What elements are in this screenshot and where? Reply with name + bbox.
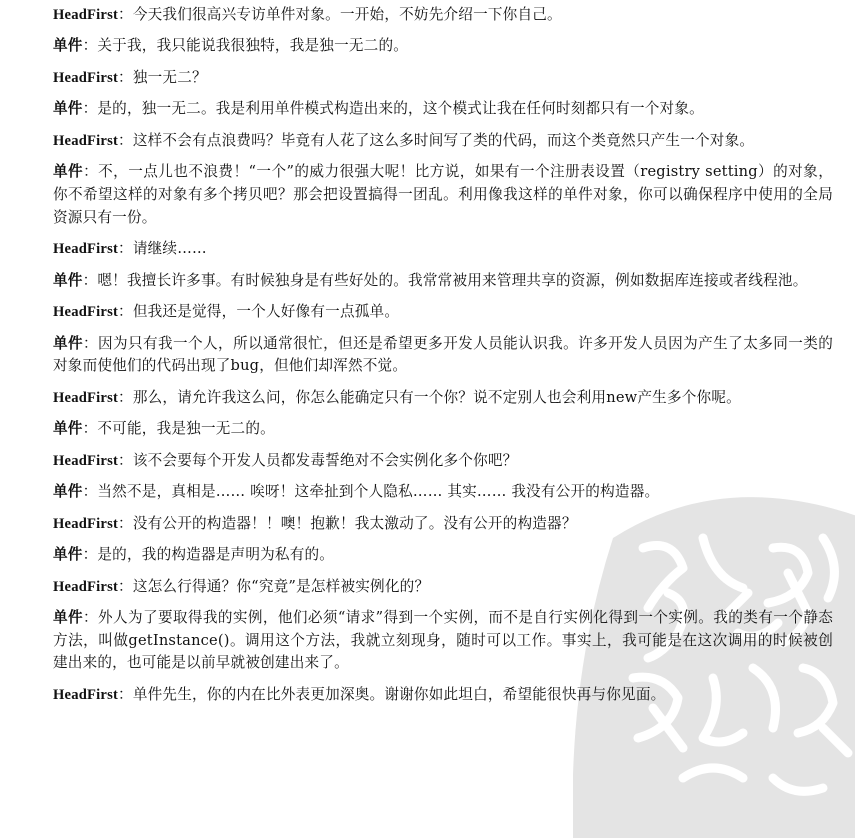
speaker-name: HeadFirst <box>53 132 119 149</box>
line-text: 当然不是，真相是…… 唉呀！这牵扯到个人隐私…… 其实…… 我没有公开的构造器。 <box>97 483 660 501</box>
line-text: 这样不会有点浪费吗？毕竟有人花了这么多时间写了类的代码，而这个类竟然只产生一个对象。 <box>132 131 755 149</box>
dialogue-line <box>53 544 833 567</box>
separator: ： <box>118 388 133 406</box>
separator: ： <box>82 483 98 501</box>
line-text: 是的，我的构造器是声明为私有的。 <box>97 546 335 564</box>
dialogue-line <box>53 513 833 536</box>
line-text: 关于我，我只能说我很独特，我是独一无二的。 <box>97 37 409 55</box>
line-text: 单件先生，你的内在比外表更加深奥。谢谢你如此坦白，希望能很快再与你见面。 <box>132 685 666 703</box>
speaker-name: HeadFirst <box>53 578 119 595</box>
line-text: 今天我们很高兴专访单件对象。一开始，不妨先介绍一下你自己。 <box>132 6 562 23</box>
dialogue-line <box>53 481 833 504</box>
speaker-name: HeadFirst <box>53 686 119 703</box>
speaker-name: 单件 <box>53 38 83 55</box>
speaker-name: HeadFirst <box>53 69 119 86</box>
dialogue-line <box>53 35 833 58</box>
speaker-name: HeadFirst <box>53 241 119 258</box>
line-text: 但我还是觉得，一个人好像有一点孤单。 <box>132 303 400 321</box>
separator: ： <box>118 303 133 321</box>
dialogue-line <box>53 301 833 324</box>
separator: ： <box>118 6 133 23</box>
line-text: 不可能，我是独一无二的。 <box>97 420 275 438</box>
dialogue-line <box>53 98 833 121</box>
speaker-name: HeadFirst <box>53 304 119 321</box>
line-text: 外人为了要取得我的实例，他们必须“请求”得到一个实例，而不是自行实例化得到一个实例。我的类有一个静态方法，叫做getInstance()。调用这个方法，我就立刻现身，随时可以工作。事实上，我可能是在这次调用的时候被创建出来的，也可能是以前早就被创建出来了。 <box>53 609 833 672</box>
line-text: 是的，独一无二。我是利用单件模式构造出来的，这个模式让我在任何时刻都只有一个对象。 <box>97 100 704 118</box>
dialogue-line <box>53 333 833 378</box>
speaker-name: HeadFirst <box>53 7 119 23</box>
dialogue-line <box>53 450 833 473</box>
line-text: 嗯！我擅长许多事。有时候独身是有些好处的。我常常被用来管理共享的资源，例如数据库连接或者线程池。 <box>97 271 808 289</box>
separator: ： <box>118 68 133 86</box>
speaker-name: 单件 <box>53 164 84 181</box>
separator: ： <box>118 577 133 595</box>
dialogue-line <box>53 418 833 441</box>
line-text: 因为只有我一个人，所以通常很忙，但还是希望更多开发人员能认识我。许多开发人员因为产生了太多同一类的对象而使他们的代码出现了bug，但他们却浑然不觉。 <box>53 334 834 375</box>
speaker-name: 单件 <box>53 101 83 118</box>
line-text: 该不会要每个开发人员都发毒誓绝对不会实例化多个你吧？ <box>132 451 518 469</box>
dialogue-line <box>53 576 833 599</box>
speaker-name: 单件 <box>53 610 83 627</box>
separator: ： <box>118 685 133 703</box>
separator: ： <box>118 131 133 149</box>
separator: ： <box>82 609 98 627</box>
separator: ： <box>83 334 99 352</box>
dialogue-line <box>53 238 833 261</box>
dialogue-line <box>53 387 833 410</box>
line-text: 这怎么行得通？你“究竟”是怎样被实例化的？ <box>132 577 430 595</box>
line-text: 不，一点儿也不浪费！“一个”的威力很强大呢！比方说，如果有一个注册表设置（registry setting）的对象，你不希望这样的对象有多个拷贝吧？那会把设置搞得一团乱。利用像我这样的单件对象，你可以确保程序中使用的全局资源只有一份。 <box>53 163 834 226</box>
line-text: 没有公开的构造器！！噢！抱歉！我太激动了。没有公开的构造器？ <box>132 514 577 532</box>
speaker-name: HeadFirst <box>53 452 119 469</box>
separator: ： <box>82 420 98 438</box>
dialogue-line <box>53 684 833 707</box>
separator: ： <box>82 37 98 55</box>
separator: ： <box>83 163 99 181</box>
separator: ： <box>82 546 98 564</box>
speaker-name: 单件 <box>53 484 83 501</box>
speaker-name: 单件 <box>53 547 83 564</box>
line-text: 独一无二？ <box>132 68 207 86</box>
dialogue-line <box>53 67 833 90</box>
separator: ： <box>82 100 98 118</box>
speaker-name: 单件 <box>53 272 83 289</box>
interview-dialogue <box>53 4 833 715</box>
dialogue-line <box>53 270 833 293</box>
separator: ： <box>82 271 98 289</box>
speaker-name: HeadFirst <box>53 389 119 406</box>
dialogue-line <box>53 130 833 153</box>
line-text: 那么，请允许我这么问，你怎么能确定只有一个你？说不定别人也会利用new产生多个你呢。 <box>132 388 741 406</box>
separator: ： <box>118 514 133 532</box>
separator: ： <box>118 240 133 258</box>
line-text: 请继续…… <box>132 240 207 258</box>
dialogue-line <box>53 161 833 229</box>
dialogue-line <box>53 4 833 27</box>
speaker-name: 单件 <box>53 421 83 438</box>
speaker-name: HeadFirst <box>53 515 119 532</box>
dialogue-line <box>53 607 833 675</box>
speaker-name: 单件 <box>53 335 84 352</box>
separator: ： <box>118 451 133 469</box>
